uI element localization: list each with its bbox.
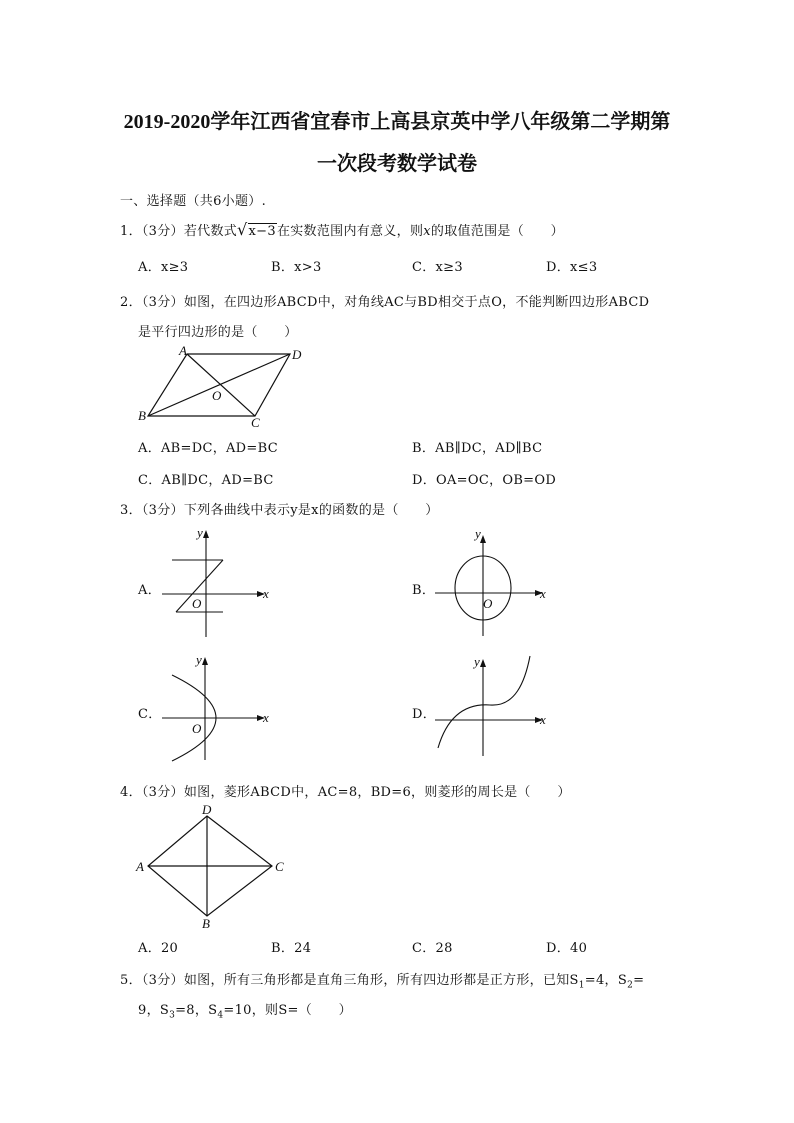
q1-number: 1．（3分）若代数式 — [120, 224, 238, 239]
q1-var: x — [423, 224, 431, 239]
q2-option-d: D．OA=OC，OB=OD — [412, 473, 557, 488]
graph-a — [150, 525, 280, 640]
diagonal-bd — [148, 354, 290, 416]
graph-c — [150, 650, 280, 765]
svg-text:y: y — [475, 528, 481, 541]
label-b: B — [138, 408, 146, 423]
question-2-stem-line2: 是平行四边形的是（ ） — [138, 325, 298, 340]
svg-text:B: B — [202, 916, 210, 930]
label-a: A — [179, 343, 187, 358]
q1-radicand: x−3 — [248, 224, 276, 239]
question-1-stem — [120, 220, 564, 239]
exam-title-line2: 一次段考数学试卷 — [317, 153, 477, 175]
q3-option-b-letter: B． — [412, 583, 436, 598]
diagonal-ac — [187, 354, 255, 416]
svg-text:O: O — [483, 596, 493, 611]
q3-option-d-letter: D． — [412, 707, 437, 722]
svg-text:x: x — [263, 586, 269, 601]
parallelogram-figure — [130, 343, 310, 433]
question-4-stem: 4．（3分）如图，菱形ABCD中，AC=8，BD=6，则菱形的周长是（ ） — [120, 785, 571, 800]
svg-text:y: y — [474, 654, 480, 669]
label-o: O — [212, 388, 222, 403]
label-d: D — [292, 347, 302, 362]
svg-text:C: C — [275, 859, 284, 874]
label-c: C — [251, 415, 260, 430]
q1-option-c: C．x≥3 — [412, 260, 463, 275]
q1-sqrt-sign: √ — [237, 220, 248, 239]
q4-option-c: C．28 — [412, 941, 453, 956]
rhombus-figure — [130, 802, 300, 930]
q2-option-b: B．AB∥DC，AD∥BC — [412, 441, 543, 456]
question-5-stem-line2: 9，$S_3=8$，$S_4=10$，则S=（ ） — [138, 1003, 352, 1021]
q2-option-a: A．AB=DC，AD=BC — [138, 441, 278, 456]
svg-text:O: O — [192, 721, 202, 736]
exam-title-line1: 2019-2020学年江西省宜春市上高县京英中学八年级第二学期第 — [123, 111, 671, 133]
section-heading: 一、选择题（共6小题）. — [120, 194, 267, 209]
question-5-stem-line1: 5．（3分）如图，所有三角形都是直角三角形，所有四边形都是正方形，已知$S_1=4$，$S_2=$ — [120, 973, 645, 991]
svg-text:y: y — [197, 525, 203, 540]
svg-text:x: x — [540, 586, 546, 601]
question-3-stem: 3．（3分）下列各曲线中表示y是x的函数的是（ ） — [120, 503, 439, 518]
q1-text: 在实数范围内有意义，则 — [276, 224, 424, 239]
q3-option-a-letter: A． — [138, 583, 161, 598]
question-2-stem-line1: 2．（3分）如图，在四边形ABCD中，对角线AC与BD相交于点O，不能判断四边形ABCD — [120, 295, 650, 310]
q4-option-a: A．20 — [138, 941, 179, 956]
svg-text:x: x — [540, 712, 546, 727]
q1-option-d: D．x≤3 — [546, 260, 598, 275]
svg-text:O: O — [192, 596, 202, 611]
svg-text:x: x — [263, 710, 269, 725]
svg-text:A: A — [136, 859, 144, 874]
q1-option-a: A．x≥3 — [138, 260, 189, 275]
graph-d — [430, 652, 555, 757]
q2-option-c: C．AB∥DC，AD=BC — [138, 473, 274, 488]
q1-text-tail: 的取值范围是（ ） — [430, 224, 564, 239]
svg-text:D: D — [202, 802, 212, 817]
graph-b — [430, 528, 555, 638]
q1-option-b: B．x>3 — [271, 260, 322, 275]
svg-text:y: y — [196, 652, 202, 667]
q4-option-d: D．40 — [546, 941, 588, 956]
q4-option-b: B．24 — [271, 941, 312, 956]
q3-option-c-letter: C． — [138, 707, 162, 722]
